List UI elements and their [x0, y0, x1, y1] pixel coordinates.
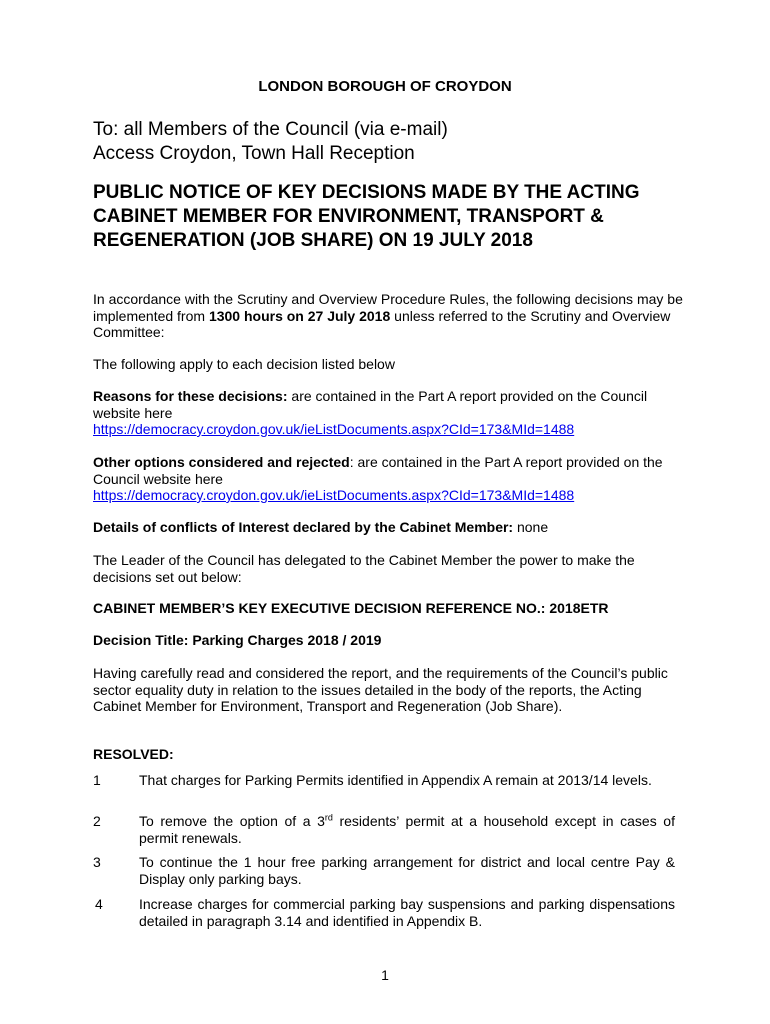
recipients-line-1: To: all Members of the Council (via e-mail) — [93, 119, 448, 140]
intro-text-after: unless referred to the Scrutiny and Overview Committee: — [93, 307, 671, 340]
intro-deadline: 1300 hours on 27 July 2018 — [208, 307, 391, 324]
resolution-text: Increase charges for commercial parking bay suspensions and parking dispensations detailed in paragraph 3.14 and identified in Appendix B. — [139, 896, 675, 929]
intro-paragraph — [93, 291, 693, 341]
other-options-label: Other options considered and rejected — [93, 454, 350, 470]
resolution-number: 2 — [93, 813, 101, 829]
organisation-heading: LONDON BOROUGH OF CROYDON — [258, 78, 512, 95]
apply-paragraph: The following apply to each decision listed below — [93, 356, 395, 372]
consideration-paragraph: Having carefully read and considered the report, and the requirements of the Council’s public sector equality duty in relation to the issues detailed in the body of the reports, the Acting Cabinet Member for Environment, Transport and Regeneration (Job Share). — [93, 665, 668, 714]
other-options-paragraph — [93, 454, 693, 504]
resolution-text-after: residents’ permit at a household except in cases of permit renewals. — [139, 813, 675, 846]
page-number: 1 — [381, 967, 389, 983]
reasons-paragraph — [93, 388, 693, 438]
resolution-text: That charges for Parking Permits identified in Appendix A remain at 2013/14 levels. — [139, 772, 652, 788]
resolution-number: 1 — [93, 772, 101, 788]
resolution-superscript: rd — [324, 812, 333, 823]
conflicts-value: none — [513, 519, 549, 535]
resolution-number: 4 — [95, 896, 103, 912]
recipients-block — [93, 118, 448, 166]
decision-title: Decision Title: Parking Charges 2018 / 2019 — [93, 632, 382, 648]
resolution-text: To continue the 1 hour free parking arrangement for district and local centre Pay & Display only parking bays. — [139, 854, 675, 887]
resolution-number: 3 — [93, 854, 101, 870]
other-options-link[interactable]: https://democracy.croydon.gov.uk/ieListDocuments.aspx?CId=173&MId=1488 — [93, 487, 575, 503]
resolution-text-before: To remove the option of a 3 — [139, 813, 325, 829]
conflicts-paragraph — [93, 519, 693, 536]
recipients-line-2: Access Croydon, Town Hall Reception — [93, 143, 415, 164]
reasons-text: are contained in the Part A report provided on the Council website here — [93, 388, 648, 421]
intro-text-before: In accordance with the Scrutiny and Overview Procedure Rules, the following decisions may be implemented from — [93, 291, 683, 324]
resolution-text — [139, 813, 675, 847]
conflicts-label: Details of conflicts of Interest declared by the Cabinet Member: — [93, 519, 514, 535]
reasons-link[interactable]: https://democracy.croydon.gov.uk/ieListDocuments.aspx?CId=173&MId=1488 — [93, 421, 575, 437]
notice-title: PUBLIC NOTICE OF KEY DECISIONS MADE BY THE ACTING CABINET MEMBER FOR ENVIRONMENT, TRANSPORT & REGENERATION (JOB SHARE) ON 19 JULY 2018 — [93, 182, 640, 251]
reasons-label: Reasons for these decisions: — [93, 388, 288, 404]
decision-reference: CABINET MEMBER’S KEY EXECUTIVE DECISION REFERENCE NO.: 2018ETR — [93, 600, 609, 616]
other-options-text: : are contained in the Part A report provided on the Council website here — [93, 454, 663, 487]
resolved-label: RESOLVED: — [93, 746, 174, 762]
delegation-paragraph: The Leader of the Council has delegated to the Cabinet Member the power to make the decisions set out below: — [93, 552, 635, 585]
